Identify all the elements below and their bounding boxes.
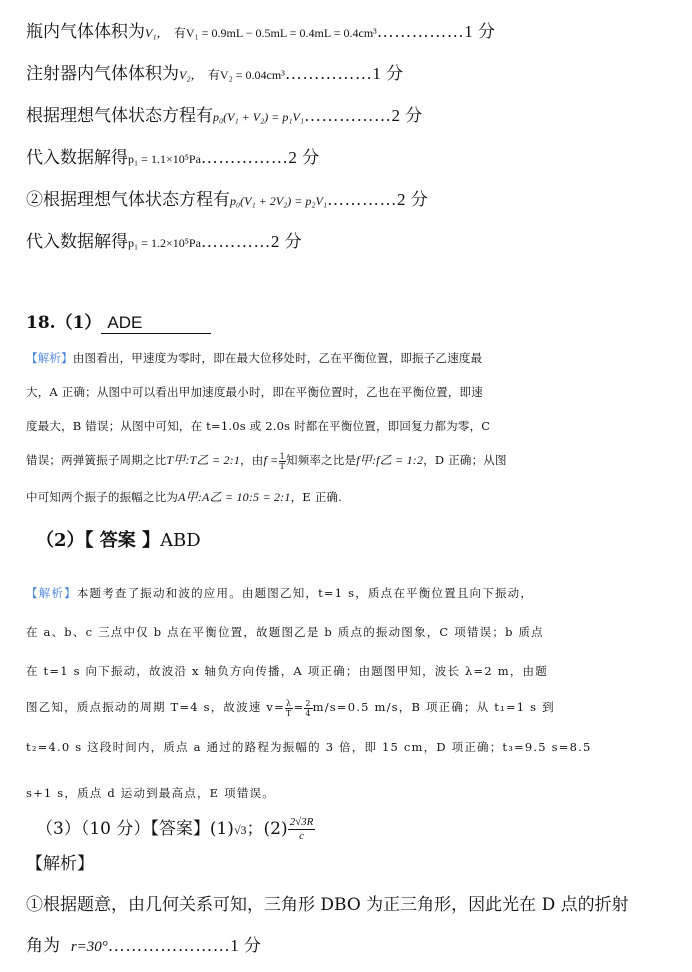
denominator: 4 [305, 708, 312, 718]
text: 角为 [26, 936, 60, 956]
text: 知频率之比是 [286, 453, 357, 467]
q3-analysis-line-1 [26, 895, 629, 915]
q2-analysis-line-2 [26, 622, 544, 642]
score: ……………2 分 [304, 106, 423, 125]
analysis-tag: 【解析】 [26, 854, 94, 874]
heading: （3）（10 分）【答案】(1) [36, 819, 234, 839]
heading: （2）【 答案 】 [36, 530, 161, 551]
text: ，D 正确；从图 [423, 453, 507, 467]
text: ，由 [240, 453, 264, 467]
denominator: T [285, 708, 293, 718]
q18-analysis-line-1 [26, 348, 482, 368]
score: ……………2 分 [200, 148, 320, 167]
question-18-heading [26, 313, 211, 334]
score: …………2 分 [327, 190, 429, 209]
q18-analysis-line-3 [26, 416, 490, 436]
text: 代入数据解得 [26, 148, 128, 168]
line-syringe-volume [26, 64, 404, 85]
text: 由图看出，甲速度为零时，即在最大位移处时，乙在平衡位置，即振子乙速度最 [72, 351, 483, 365]
question-number: 18.（1） [26, 313, 102, 333]
formula: √3 [233, 823, 247, 837]
formula: p₁ = 1.1×10⁵Pa [128, 152, 201, 166]
text: 根据理想气体状态方程有 [26, 106, 213, 126]
score: …………………1 分 [107, 936, 262, 955]
formula: A甲:A乙 = 10:5 = 2:1 [178, 490, 291, 504]
line-gas-equation-2 [26, 190, 428, 211]
q18-analysis-line-4 [26, 450, 507, 471]
text: 本题考查了振动和波的应用。由题图乙知，t=1 s，质点在平衡位置且向下振动， [76, 586, 534, 600]
formula: f = [263, 453, 279, 467]
q2-analysis-line-6 [26, 783, 275, 803]
q2-answer-heading [36, 531, 201, 551]
formula: p₀(V₁ + V₂) = p₁V₁ [213, 110, 305, 124]
text: s+1 s，质点 d 运动到最高点，E 项错误。 [26, 786, 275, 800]
line-gas-equation [26, 106, 423, 127]
text: m/s=0.5 m/s，B 项正确；从 t₁=1 s 到 [312, 700, 555, 714]
formula: 有V₂ = 0.04cm³ [207, 68, 285, 82]
fraction-2-4 [304, 699, 312, 718]
q2-analysis-line-1 [26, 583, 533, 603]
denominator: c [299, 830, 304, 842]
fraction [279, 452, 287, 471]
fraction-2sqrt3r-c [288, 816, 316, 843]
text: 度最大，B 错误；从图中可知，在 t=1.0s 或 2.0s 时都在平衡位置，即回复力都为零，C [26, 419, 491, 433]
numerator: 1 [279, 451, 285, 461]
score: …………2 分 [200, 232, 303, 251]
score: ……………1 分 [376, 22, 496, 41]
variable: V₂， [179, 68, 203, 82]
q3-analysis-line-2 [26, 936, 262, 957]
line-solve-p2 [26, 232, 302, 253]
text: 错误；两弹簧振子周期之比 [26, 453, 167, 467]
line-solve-p1 [26, 148, 320, 169]
text: ；(2) [246, 819, 288, 839]
formula: p₁ = 1.2×10⁵Pa [128, 236, 201, 250]
q3-answer-heading [36, 816, 315, 843]
text: 注射器内气体体积为 [26, 64, 179, 84]
q18-analysis-line-5 [26, 487, 342, 507]
formula: 有V₁ = 0.9mL − 0.5mL = 0.4mL = 0.4cm³ [173, 26, 377, 40]
formula: f甲:f乙 = 1:2 [356, 453, 424, 467]
variable: V₁， [145, 26, 169, 40]
answer-text: ADE [101, 313, 211, 334]
text: 大，A 正确；从图中可以看出甲加速度最小时，即在平衡位置时，乙也在平衡位置，即速 [26, 385, 483, 399]
text: = [293, 700, 305, 714]
numerator: 2√3R [289, 816, 314, 828]
q18-analysis-line-2 [26, 382, 483, 402]
text: 在 a、b、c 三点中仅 b 点在平衡位置，故题图乙是 b 质点的振动图象，C 项错误；b 质点 [26, 625, 544, 639]
text: 中可知两个振子的振幅之比为 [26, 490, 179, 504]
text: t₂=4.0 s 这段时间内，质点 a 通过的路程为振幅的 3 倍，即 15 cm，D 项正确；t₃=9.5 s=8.5 [26, 740, 592, 754]
line-bottle-volume [26, 22, 496, 43]
formula: r=30° [70, 939, 108, 955]
numerator: 2 [305, 698, 312, 708]
denominator: T [279, 461, 286, 471]
q3-analysis-label [26, 854, 94, 874]
answer-text: ABD [160, 530, 201, 551]
text: 瓶内气体体积为 [26, 22, 145, 42]
q2-analysis-line-3 [26, 661, 548, 681]
text: ①根据题意，由几何关系可知，三角形 DBO 为正三角形，因此光在 D 点的折射 [26, 895, 629, 915]
text: 在 t=1 s 向下振动，故波沿 x 轴负方向传播，A 项正确；由题图甲知，波长 λ=2 m，由题 [26, 664, 548, 678]
text: ，E 正确. [290, 490, 342, 504]
text: ②根据理想气体状态方程有 [26, 190, 230, 210]
analysis-tag: 【解析】 [26, 586, 77, 600]
score: ……………1 分 [284, 64, 404, 83]
q2-analysis-line-4 [26, 697, 555, 718]
formula: T甲:T乙 = 2:1 [166, 453, 241, 467]
analysis-tag: 【解析】 [26, 351, 73, 365]
formula: p₀(V₁ + 2V₂) = p₂V₁ [230, 194, 328, 208]
text: 代入数据解得 [26, 232, 128, 252]
text: 图乙知，质点振动的周期 T=4 s，故波速 v= [26, 700, 285, 714]
q2-analysis-line-5 [26, 737, 591, 757]
numerator: λ [286, 698, 293, 708]
